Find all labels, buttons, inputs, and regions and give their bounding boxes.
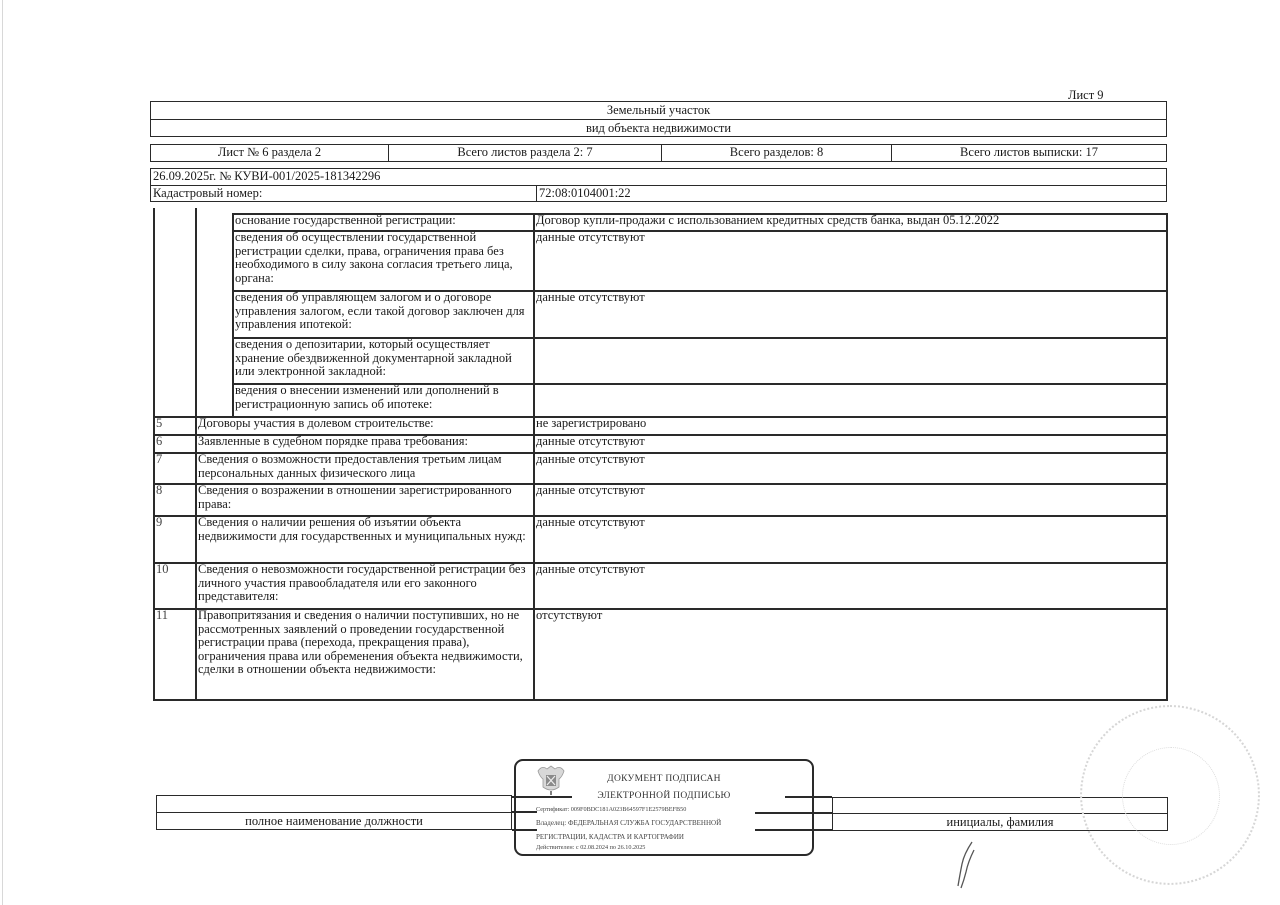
stamp-owner-2: РЕГИСТРАЦИИ, КАДАСТРА И КАРТОГРАФИИ [536, 833, 684, 841]
sub-row-label: сведения о депозитарии, который осуществляет хранение обездвиженной документарной закладной или электронной закладной: [235, 337, 512, 378]
cadastral-value: 72:08:0104001:22 [539, 186, 631, 200]
total-sheets-section: Всего листов раздела 2: 7 [389, 145, 662, 161]
stamp-validity: Действителен: с 02.08.2024 по 26.10.2025 [536, 844, 646, 851]
cadastral-label: Кадастровый номер: [151, 186, 537, 202]
object-type: Земельный участок [606, 103, 711, 117]
row-value: не зарегистрировано [536, 416, 647, 430]
handwritten-signature-icon [950, 840, 980, 890]
stamp-line-1: ДОКУМЕНТ ПОДПИСАН [607, 774, 721, 784]
row-value: данные отсутствуют [536, 562, 645, 576]
row-label: Сведения о возражении в отношении зарегистрированного права: [198, 483, 512, 511]
row-number: 10 [156, 562, 169, 576]
object-type-header [150, 101, 1167, 137]
registration-block [150, 168, 1167, 202]
table-border [153, 699, 1168, 701]
sheet-of-section: Лист № 6 раздела 2 [151, 145, 389, 161]
row-number: 5 [156, 416, 163, 430]
row-label: Договоры участия в долевом строительстве: [198, 416, 434, 430]
row-label: Правопритязания и сведения о наличии поступивших, но не рассмотренных заявлений о проведении государственной регистрации права (перехода, прекращения права), ограничения права или обременения объекта недвижимости, сделки в отношении объекта недвижимости: [198, 608, 523, 676]
sub-row-value: Договор купли-продажи с использованием кредитных средств банка, выдан 05.12.2022 [536, 213, 1000, 227]
total-sections: Всего разделов: 8 [662, 145, 892, 161]
registration-date-number: 26.09.2025г. № КУВИ-001/2025-181342296 [151, 169, 1166, 186]
sub-row-label: сведения об управляющем залогом и о договоре управления залогом, если такой договор заключен для управления ипотекой: [235, 290, 525, 331]
row-label: Сведения о возможности предоставления третьим лицам персональных данных физического лица [198, 452, 502, 480]
row-number: 8 [156, 483, 163, 497]
position-caption: полное наименование должности [245, 814, 423, 828]
sub-row-value [534, 383, 1167, 416]
name-caption: инициалы, фамилия [946, 815, 1054, 829]
position-field [156, 795, 512, 830]
sub-row-label: ведения о внесении изменений или дополнений в регистрационную запись об ипотеке: [235, 383, 499, 411]
faded-seal [1080, 705, 1260, 885]
row-value: данные отсутствуют [536, 483, 645, 497]
row-number: 7 [156, 452, 163, 466]
stamp-certificate: Сертификат: 009F0BDC181A023B64597F1E2579BEFB50 [536, 806, 687, 813]
row-value: данные отсутствуют [536, 452, 645, 466]
row-number: 6 [156, 434, 163, 448]
stamp-owner: Владелец: ФЕДЕРАЛЬНАЯ СЛУЖБА ГОСУДАРСТВЕННОЙ [536, 819, 722, 827]
page-edge [2, 0, 3, 905]
object-type-caption: вид объекта недвижимости [151, 119, 1166, 137]
row-value: данные отсутствуют [536, 434, 645, 448]
sub-row-label: основание государственной регистрации: [235, 213, 456, 227]
sheet-number: Лист 9 [1068, 88, 1104, 102]
stamp-line-2: ЭЛЕКТРОННОЙ ПОДПИСЬЮ [597, 791, 731, 801]
row-label: Заявленные в судебном порядке права требования: [198, 434, 468, 448]
sub-row-value [534, 337, 1167, 383]
row-number: 9 [156, 515, 163, 529]
total-sheets-extract: Всего листов выписки: 17 [960, 145, 1098, 159]
electronic-signature-stamp [514, 759, 814, 856]
sub-row-value: данные отсутствуют [536, 290, 645, 304]
row-label: Сведения о наличии решения об изъятии объекта недвижимости для государственных и муниципальных нужд: [198, 515, 526, 543]
sub-row-label: сведения об осуществлении государственной регистрации сделки, права, ограничения права без необходимого в силу закона согласия третьего лица, органа: [235, 230, 513, 285]
sheet-info-row [150, 144, 1167, 162]
row-value: отсутствуют [536, 608, 603, 622]
row-label: Сведения о невозможности государственной регистрации без личного участия правообладателя или его законного представителя: [198, 562, 526, 603]
row-number: 11 [156, 608, 169, 622]
row-value: данные отсутствуют [536, 515, 645, 529]
sub-row-value: данные отсутствуют [536, 230, 645, 244]
